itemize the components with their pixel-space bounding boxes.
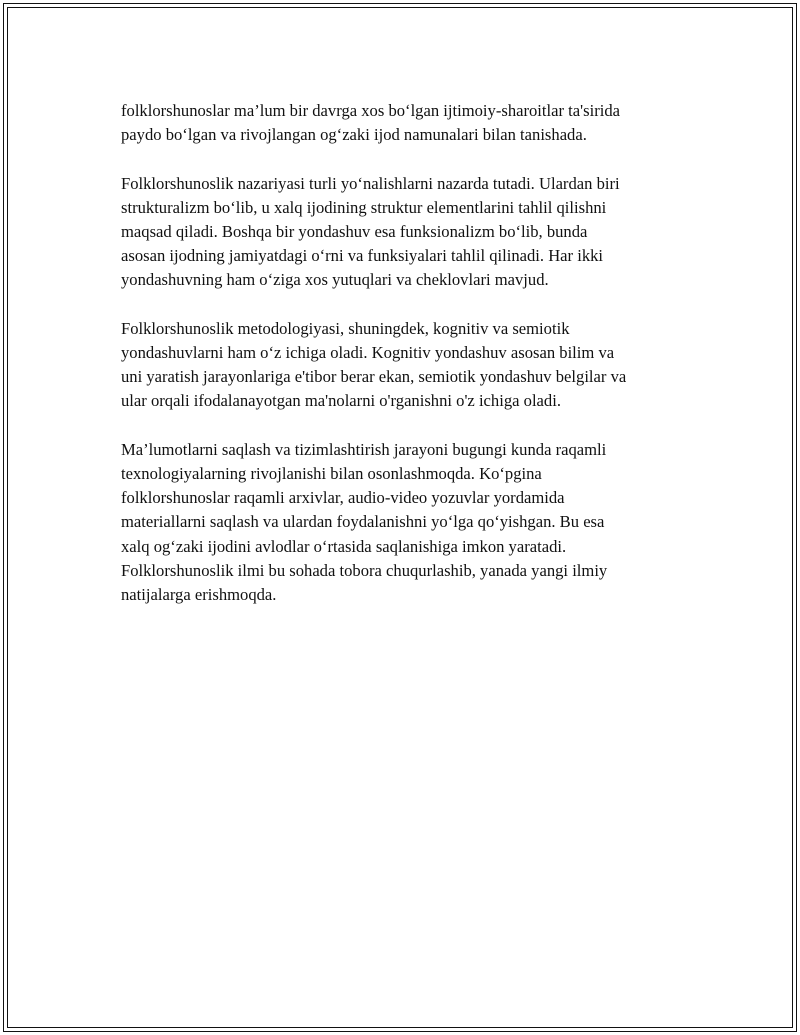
paragraph-4	[121, 438, 701, 607]
text-line: asosan ijodning jamiyatdagi o‘rni va funksiyalari tahlil qilinadi. Har ikki	[121, 246, 604, 266]
text-line: Folklorshunoslik nazariyasi turli yo‘nalishlarni nazarda tutadi. Ulardan biri	[121, 173, 620, 193]
text-line: Folklorshunoslik ilmi bu sohada tobora chuqurlashib, yanada yangi ilmiy	[121, 560, 608, 580]
text-line: Ma’lumotlarni saqlash va tizimlashtirish jarayoni bugungi kunda raqamli	[121, 439, 607, 459]
paragraph-2	[121, 172, 701, 293]
text-line: texnologiyalarning rivojlanishi bilan osonlashmoqda. Ko‘pgina	[121, 464, 542, 483]
text-line: yondashuvning ham o‘ziga xos yutuqlari va cheklovlari mavjud.	[121, 270, 549, 290]
text-line: paydo bo‘lgan va rivojlangan og‘zaki ijod namunalari bilan tanishada.	[121, 125, 587, 145]
page-border-frame	[3, 3, 797, 1032]
text-line: uni yaratish jarayonlariga e'tibor berar ekan, semiotik yondashuv belgilar va	[121, 367, 627, 387]
paragraph-1	[121, 99, 701, 147]
document-body	[121, 99, 701, 631]
text-line: natijalarga erishmoqda.	[121, 585, 277, 605]
text-line: maqsad qiladi. Boshqa bir yondashuv esa funksionalizm bo‘lib, bunda	[121, 222, 588, 241]
text-line: folklorshunoslar raqamli arxivlar, audio-video yozuvlar yordamida	[121, 488, 565, 508]
text-line: materiallarni saqlash va ulardan foydalanishni yo‘lga qo‘yishgan. Bu esa	[121, 512, 605, 532]
text-line: Folklorshunoslik metodologiyasi, shuningdek, kognitiv va semiotik	[121, 318, 570, 338]
paragraph-3	[121, 317, 701, 414]
text-line: ular orqali ifodalanayotgan ma'nolarni o'rganishni o'z ichiga oladi.	[121, 391, 561, 411]
text-line: xalq og‘zaki ijodini avlodlar o‘rtasida saqlanishiga imkon yaratadi.	[121, 536, 567, 556]
text-line: folklorshunoslar ma’lum bir davrga xos bo‘lgan ijtimoiy-sharoitlar ta'sirida	[121, 101, 621, 120]
text-line: strukturalizm bo‘lib, u xalq ijodining struktur elementlarini tahlil qilishni	[121, 197, 607, 217]
text-line: yondashuvlarni ham o‘z ichiga oladi. Kognitiv yondashuv asosan bilim va	[121, 343, 615, 362]
